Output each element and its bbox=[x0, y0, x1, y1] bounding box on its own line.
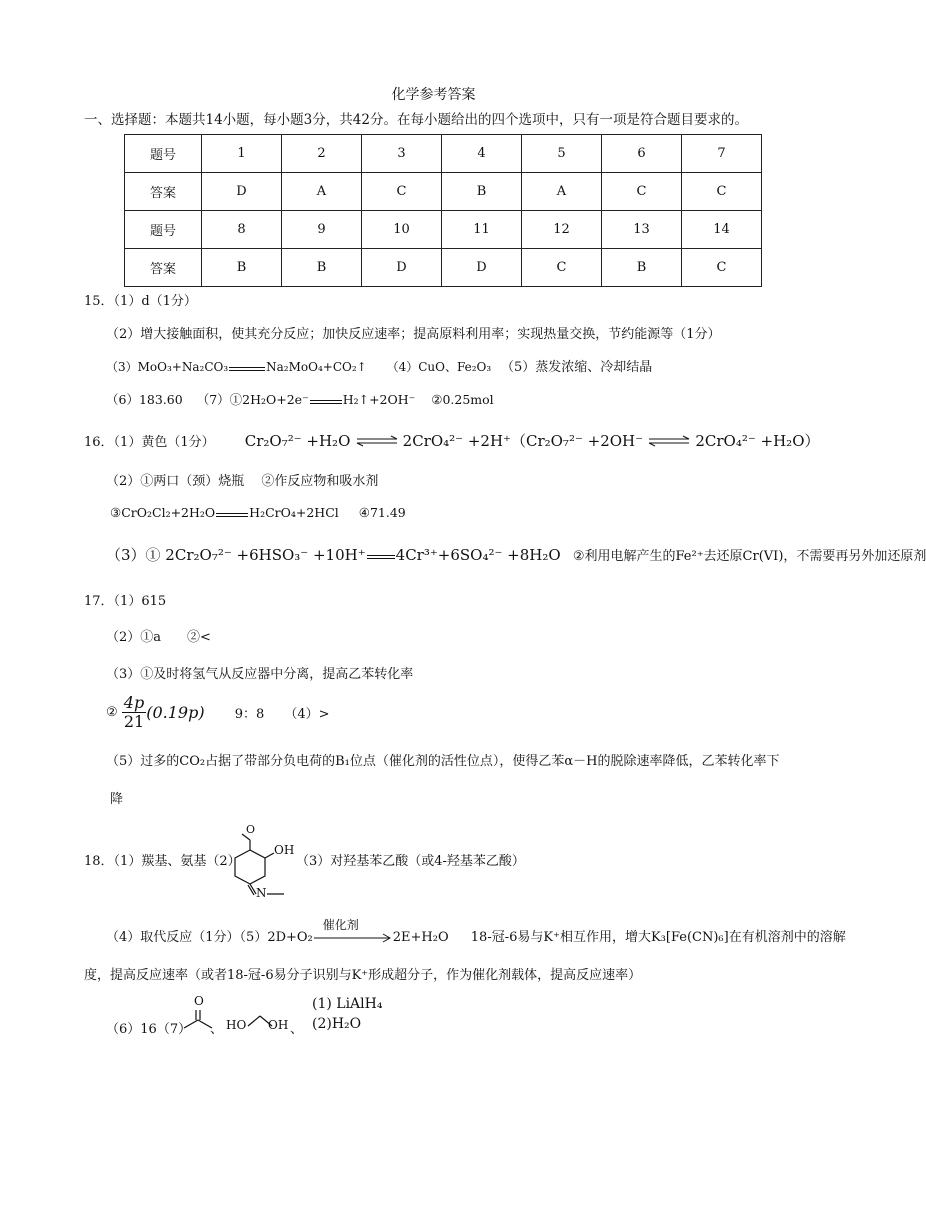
q17-line4 bbox=[106, 694, 330, 731]
separator: 、 bbox=[210, 1022, 224, 1037]
q15-line2: （2）增大接触面积，使其充分反应；加快反应速率；提高原料利用率；实现热量交换，节约能源等（1分） bbox=[106, 327, 721, 342]
answer-table bbox=[124, 134, 762, 287]
q15-part5: （5）蒸发浓缩、冷却结晶 bbox=[501, 360, 653, 375]
table-cell: C bbox=[682, 249, 762, 287]
equals-sign bbox=[309, 393, 343, 408]
table-cell: B bbox=[282, 249, 362, 287]
carbonyl-oxygen: O bbox=[194, 994, 204, 1008]
catalyst-label: 催化剂 bbox=[322, 917, 359, 932]
q16-line1 bbox=[84, 430, 820, 451]
equation-left: ③CrO₂Cl₂+2H₂O bbox=[110, 505, 216, 520]
equation-left: （3）MoO₃+Na₂CO₃ bbox=[106, 360, 229, 374]
q16-line2: （2）①两口（颈）烧瓶 ②作反应物和吸水剂 bbox=[106, 474, 379, 489]
equation-left: Cr₂O₇²⁻ +H₂O bbox=[244, 432, 351, 450]
table-cell: B bbox=[442, 173, 522, 211]
equals-sign bbox=[366, 549, 396, 564]
q17-line6: 降 bbox=[110, 792, 124, 807]
table-cell: 12 bbox=[522, 211, 602, 249]
equals-sign bbox=[228, 361, 266, 375]
q17-part4: （4）> bbox=[284, 707, 330, 722]
q17-ratio: 9：8 bbox=[234, 707, 265, 722]
table-cell: C bbox=[602, 173, 682, 211]
table-cell: C bbox=[682, 173, 762, 211]
table-row bbox=[125, 211, 762, 249]
table-cell: C bbox=[362, 173, 442, 211]
fraction-denominator: 21 bbox=[123, 712, 145, 731]
table-cell: 8 bbox=[202, 211, 282, 249]
table-cell: C bbox=[522, 249, 602, 287]
q16-part4: ④71.49 bbox=[358, 505, 406, 520]
q18-line2 bbox=[106, 917, 846, 945]
equation-left: （7）①2H₂O+2e⁻ bbox=[196, 392, 309, 407]
q15-part6: （6）183.60 bbox=[106, 392, 183, 407]
equilibrium-arrow bbox=[355, 435, 399, 450]
q18-part1-2: 18．（1）羰基、氨基（2） bbox=[84, 854, 241, 869]
reaction-arrow bbox=[313, 917, 393, 944]
separator: 、 bbox=[290, 1022, 304, 1037]
equation-right: 2E+H₂O bbox=[392, 930, 449, 945]
table-cell: B bbox=[602, 249, 682, 287]
q18-part6-7: （6）16（7） bbox=[106, 1022, 192, 1037]
q17-line2: （2）①a ②< bbox=[106, 630, 211, 645]
q15-line1: 15．（1）d（1分） bbox=[84, 294, 197, 309]
q17-line3: （3）①及时将氢气从反应器中分离，提高乙苯转化率 bbox=[106, 667, 414, 682]
table-cell: 题号 bbox=[125, 135, 202, 173]
table-cell: 13 bbox=[602, 211, 682, 249]
table-cell: B bbox=[202, 249, 282, 287]
q16-part1: 16．（1）黄色（1分） bbox=[84, 435, 215, 450]
q18-part4-5: （4）取代反应（1分）（5）2D+O₂ bbox=[106, 930, 313, 945]
table-cell: 2 bbox=[282, 135, 362, 173]
q15-part4: （4）CuO、Fe₂O₃ bbox=[386, 360, 492, 374]
table-row bbox=[125, 173, 762, 211]
equation-right: Na₂MoO₄+CO₂↑ bbox=[266, 360, 367, 374]
reagent-2: (2)H₂O bbox=[312, 1016, 362, 1032]
table-cell: 答案 bbox=[125, 173, 202, 211]
table-cell: D bbox=[362, 249, 442, 287]
hydroxyl-label: OH bbox=[274, 843, 295, 857]
table-cell: 11 bbox=[442, 211, 522, 249]
equation-right: 4Cr³⁺+6SO₄²⁻ +8H₂O bbox=[395, 546, 561, 564]
table-row bbox=[125, 135, 762, 173]
table-cell: 7 bbox=[682, 135, 762, 173]
fraction-numerator: 4p bbox=[123, 693, 145, 712]
q16-line4 bbox=[106, 544, 926, 565]
table-cell: 1 bbox=[202, 135, 282, 173]
oxygen-label: O bbox=[246, 823, 256, 836]
methyl-bond bbox=[266, 890, 286, 900]
q15-line3 bbox=[106, 356, 652, 375]
table-cell: 3 bbox=[362, 135, 442, 173]
q18-reason: 18-冠-6易与K⁺相互作用，增大K₃[Fe(CN)₆]在有机溶剂中的溶解 bbox=[470, 930, 846, 945]
table-cell: D bbox=[442, 249, 522, 287]
section-heading: 一、选择题：本题共14小题，每小题3分，共42分。在每小题给出的四个选项中，只有一项是符合题目要求的。 bbox=[84, 112, 748, 128]
nitrogen-label: N bbox=[256, 886, 267, 900]
table-cell: A bbox=[282, 173, 362, 211]
page-title: 化学参考答案 bbox=[391, 87, 476, 103]
equation-right: 2CrO₄²⁻ +H₂O） bbox=[695, 432, 820, 450]
equation-left: （3）① 2Cr₂O₇²⁻ +6HSO₃⁻ +10H⁺ bbox=[106, 546, 366, 564]
equation-middle: 2CrO₄²⁻ +2H⁺（Cr₂O₇²⁻ +2OH⁻ bbox=[402, 432, 644, 450]
table-cell: 10 bbox=[362, 211, 442, 249]
table-cell: D bbox=[202, 173, 282, 211]
q18-line3: 度，提高反应速率（或者18-冠-6易分子识别与K⁺形成超分子，作为催化剂载体，提高反应速率） bbox=[84, 968, 642, 983]
table-cell: 14 bbox=[682, 211, 762, 249]
equilibrium-arrow bbox=[647, 435, 691, 450]
equation-right: H₂CrO₄+2HCl bbox=[249, 505, 339, 520]
q17-line1: 17．（1）615 bbox=[84, 594, 167, 609]
ethylene-glycol-oh: OH bbox=[268, 1018, 289, 1032]
table-cell: 题号 bbox=[125, 211, 202, 249]
q15-part7-2: ②0.25mol bbox=[431, 392, 494, 407]
q18-part3: （3）对羟基苯乙酸（或4-羟基苯乙酸） bbox=[296, 854, 525, 869]
fraction bbox=[122, 694, 146, 731]
reagent-1: (1) LiAlH₄ bbox=[312, 996, 383, 1012]
circled-two: ② bbox=[106, 705, 118, 720]
table-row bbox=[125, 249, 762, 287]
table-cell: 6 bbox=[602, 135, 682, 173]
q16-part3-2: ②利用电解产生的Fe²⁺去还原Cr(VI)，不需要再另外加还原剂 bbox=[572, 549, 926, 564]
table-cell: 4 bbox=[442, 135, 522, 173]
fraction-tail: (0.19p) bbox=[146, 703, 205, 722]
q17-line5: （5）过多的CO₂占据了带部分负电荷的B₁位点（催化剂的活性位点），使得乙苯α－H的脱除速率降低，乙苯转化率下 bbox=[106, 754, 780, 769]
table-cell: 答案 bbox=[125, 249, 202, 287]
q15-line4 bbox=[106, 390, 494, 408]
ethylene-glycol-ho: HO bbox=[226, 1018, 247, 1032]
table-cell: A bbox=[522, 173, 602, 211]
q16-line3 bbox=[110, 505, 406, 521]
table-cell: 9 bbox=[282, 211, 362, 249]
equation-right: H₂↑+2OH⁻ bbox=[342, 392, 416, 407]
equals-sign bbox=[215, 506, 249, 521]
table-cell: 5 bbox=[522, 135, 602, 173]
